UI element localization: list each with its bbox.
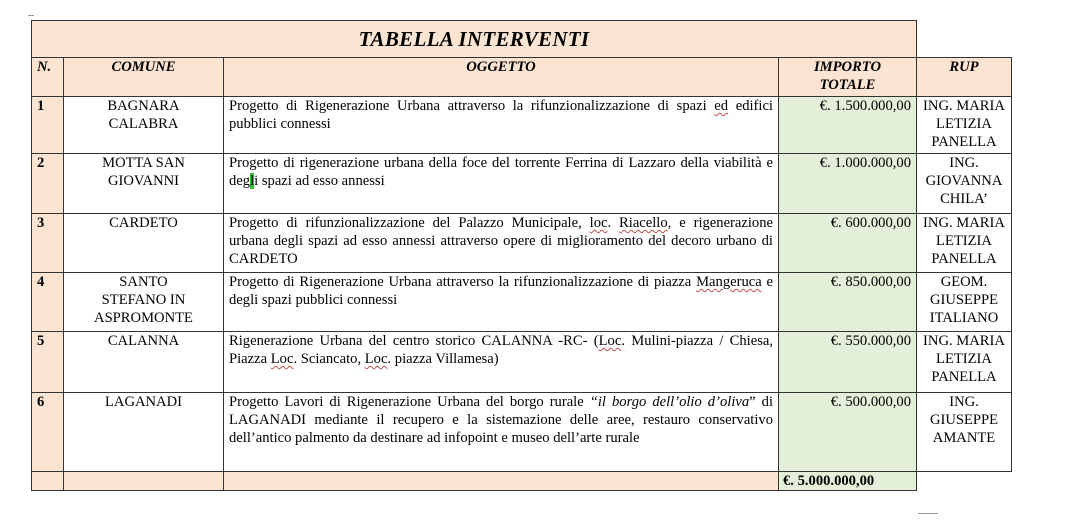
row-oggetto: Progetto Lavori di Rigenerazione Urbana del borgo rurale “il borgo dell’olio d’oliva” di LAGANADI mediante il recupero e la sistemazione delle aree, restauro conservativo dell’antico palmento da destinare ad infopoint e museo dell’arte rurale xyxy=(224,393,779,472)
rup-line: AMANTE xyxy=(932,430,996,446)
row-number: 1 xyxy=(32,97,64,154)
rup-line: ING. xyxy=(949,394,979,410)
rup-line: PANELLA xyxy=(931,251,997,267)
table-title: TABELLA INTERVENTI xyxy=(32,21,917,58)
row-oggetto: Progetto di rigenerazione urbana della foce del torrente Ferrina di Lazzaro della viabilità e degli spazi ad esso annessi xyxy=(224,154,779,214)
table-row xyxy=(32,273,1012,332)
rup-line: PANELLA xyxy=(931,369,997,385)
row-comune xyxy=(64,393,224,472)
rup-line: GEOM. xyxy=(940,274,988,290)
row-importo: €. 500.000,00 xyxy=(779,393,917,472)
row-rup xyxy=(917,332,1012,393)
rup-line: GIUSEPPE xyxy=(929,292,999,308)
total-empty-comune xyxy=(64,472,224,491)
total-empty-n xyxy=(32,472,64,491)
comune-line: STEFANO IN xyxy=(101,292,186,308)
row-rup xyxy=(917,97,1012,154)
comune-line: BAGNARA xyxy=(107,98,180,114)
rup-line: ING. MARIA xyxy=(923,333,1005,349)
row-number: 2 xyxy=(32,154,64,214)
total-empty-oggetto xyxy=(224,472,779,491)
total-row xyxy=(32,472,1012,491)
table-row xyxy=(32,154,1012,214)
rup-line: PANELLA xyxy=(931,134,997,150)
header-importo-line2: TOTALE xyxy=(819,77,876,93)
row-oggetto: Progetto di rifunzionalizzazione del Palazzo Municipale, loc. Riacello, e rigenerazione urbana degli spazi ad esso annessi attraverso opere di miglioramento del decoro urbano di CARDETO xyxy=(224,214,779,273)
title-row xyxy=(32,21,1012,58)
row-number: 6 xyxy=(32,393,64,472)
header-importo-line1: IMPORTO xyxy=(813,59,882,75)
table-row xyxy=(32,97,1012,154)
comune-line: ASPROMONTE xyxy=(94,310,193,326)
row-comune xyxy=(64,273,224,332)
row-importo: €. 850.000,00 xyxy=(779,273,917,332)
comune-line: GIOVANNI xyxy=(107,173,180,189)
row-number: 4 xyxy=(32,273,64,332)
rup-line: GIUSEPPE xyxy=(929,412,999,428)
rup-line: LETIZIA xyxy=(936,233,992,249)
interventi-table xyxy=(31,20,1012,491)
rup-line: ING. MARIA xyxy=(923,215,1005,231)
page-corner-mark xyxy=(28,15,34,16)
rup-line: ING. MARIA xyxy=(923,98,1005,114)
row-importo: €. 1.500.000,00 xyxy=(779,97,917,154)
row-importo: €. 1.000.000,00 xyxy=(779,154,917,214)
rup-line: ING. xyxy=(949,155,979,171)
total-amount: €. 5.000.000,00 xyxy=(779,472,917,491)
row-rup xyxy=(917,393,1012,472)
header-importo xyxy=(779,58,917,97)
comune-line: CARDETO xyxy=(109,215,178,231)
rup-line: GIOVANNA xyxy=(925,173,1003,189)
row-oggetto: Rigenerazione Urbana del centro storico CALANNA -RC- (Loc. Mulini-piazza / Chiesa, Piazza Loc. Sciancato, Loc. piazza Villamesa) xyxy=(224,332,779,393)
data-rows xyxy=(32,97,1012,472)
row-oggetto: Progetto di Rigenerazione Urbana attraverso la rifunzionalizzazione di piazza Mangeruca e degli spazi pubblici connessi xyxy=(224,273,779,332)
row-number: 3 xyxy=(32,214,64,273)
comune-line: MOTTA SAN xyxy=(102,155,185,171)
table-row xyxy=(32,332,1012,393)
rup-line: LETIZIA xyxy=(936,351,992,367)
row-oggetto: Progetto di Rigenerazione Urbana attraverso la rifunzionalizzazione di spazi ed edifici pubblici connessi xyxy=(224,97,779,154)
comune-line: CALABRA xyxy=(108,116,179,132)
row-rup xyxy=(917,214,1012,273)
row-comune xyxy=(64,214,224,273)
row-rup xyxy=(917,273,1012,332)
title-blank-cell xyxy=(917,21,1012,58)
rup-line: ITALIANO xyxy=(929,310,999,326)
row-number: 5 xyxy=(32,332,64,393)
header-row xyxy=(32,58,1012,97)
comune-line: LAGANADI xyxy=(104,394,182,410)
row-comune xyxy=(64,97,224,154)
table-row xyxy=(32,393,1012,472)
header-rup: RUP xyxy=(917,58,1012,97)
page-end-mark xyxy=(918,513,938,514)
comune-line: SANTO xyxy=(119,274,168,290)
table-row xyxy=(32,214,1012,273)
header-oggetto: OGGETTO xyxy=(224,58,779,97)
row-rup xyxy=(917,154,1012,214)
row-comune xyxy=(64,154,224,214)
row-comune xyxy=(64,332,224,393)
comune-line: CALANNA xyxy=(107,333,180,349)
row-importo: €. 550.000,00 xyxy=(779,332,917,393)
header-comune: COMUNE xyxy=(64,58,224,97)
rup-line: LETIZIA xyxy=(936,116,992,132)
rup-line: CHILA’ xyxy=(940,191,988,207)
total-empty-rup xyxy=(917,472,1012,491)
row-importo: €. 600.000,00 xyxy=(779,214,917,273)
header-n: N. xyxy=(32,58,64,97)
